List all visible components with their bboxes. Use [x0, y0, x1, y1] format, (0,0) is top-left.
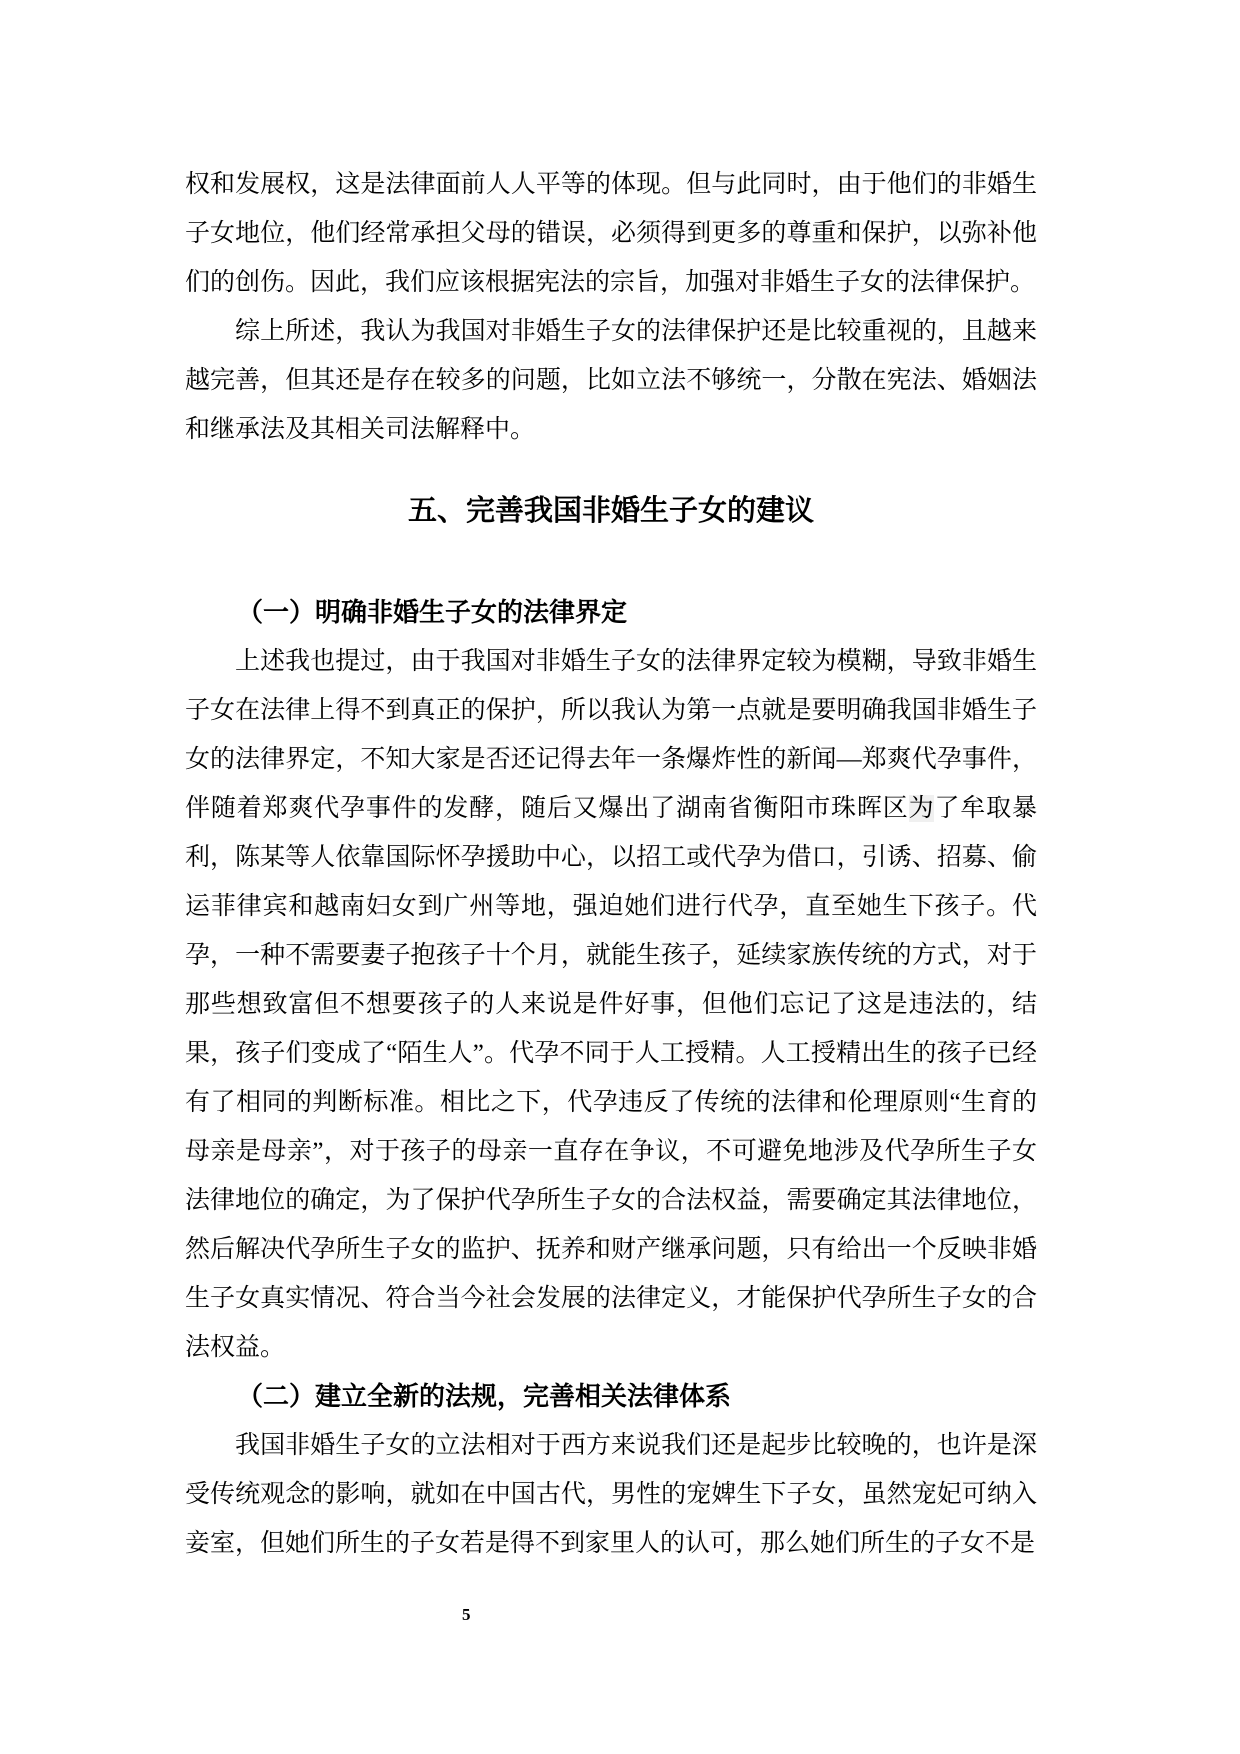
paragraph-summary: 综上所述，我认为我国对非婚生子女的法律保护还是比较重视的，且越来越完善，但其还是存在较多的问题，比如立法不够统一，分散在宪法、婚姻法和继承法及其相关司法解释中。: [185, 318, 1037, 443]
paragraph-section-2: 我国非婚生子女的立法相对于西方来说我们还是起步比较晚的，也许是深受传统观念的影响，就如在中国古代，男性的宠婢生下子女，虽然宠妃可纳入妾室，但她们所生的子女若是得不到家里人的认可，那么她们所生的子女不是: [185, 1432, 1037, 1557]
highlighted-character: 为: [908, 795, 935, 822]
paragraph-section-1-text-before: 上述我也提过，由于我国对非婚生子女的法律界定较为模糊，导致非婚生子女在法律上得不到真正的保护，所以我认为第一点就是要明确我国非婚生子女的法律界定，不知大家是否还记得去年一条爆炸性的新闻—郑爽代孕事件，伴随着郑爽代孕事件的发酵，随后又爆出了湖南省衡阳市珠晖区: [185, 648, 1037, 822]
subsection-heading-1: （一）明确非婚生子女的法律界定: [237, 598, 628, 627]
paragraph-section-1: [185, 637, 1037, 1372]
paragraph-section-1-text-after: 了牟取暴利，陈某等人依靠国际怀孕援助中心，以招工或代孕为借口，引诱、招募、偷运菲律宾和越南妇女到广州等地，强迫她们进行代孕，直至她生下孩子。代孕，一种不需要妻子抱孩子十个月，就能生孩子，延续家族传统的方式，对于那些想致富但不想要孩子的人来说是件好事，但他们忘记了这是违法的，结果，孩子们变成了“陌生人”。代孕不同于人工授精。人工授精出生的孩子已经有了相同的判断标准。相比之下，代孕违反了传统的法律和伦理原则“生育的母亲是母亲”，对于孩子的母亲一直存在争议，不可避免地涉及代孕所生子女法律地位的确定，为了保护代孕所生子女的合法权益，需要确定其法律地位，然后解决代孕所生子女的监护、抚养和财产继承问题，只有给出一个反映非婚生子女真实情况、符合当今社会发展的法律定义，才能保护代孕所生子女的合法权益。: [185, 795, 1037, 1361]
document-body: [185, 160, 1037, 1568]
section-heading: 五、完善我国非婚生子女的建议: [407, 495, 814, 527]
subsection-heading-2: （二）建立全新的法规，完善相关法律体系: [237, 1382, 732, 1411]
paragraph-continuation: 权和发展权，这是法律面前人人平等的体现。但与此同时，由于他们的非婚生子女地位，他们经常承担父母的错误，必须得到更多的尊重和保护，以弥补他们的创伤。因此，我们应该根据宪法的宗旨，加强对非婚生子女的法律保护。: [185, 171, 1037, 296]
page-number: 5: [462, 1605, 471, 1624]
